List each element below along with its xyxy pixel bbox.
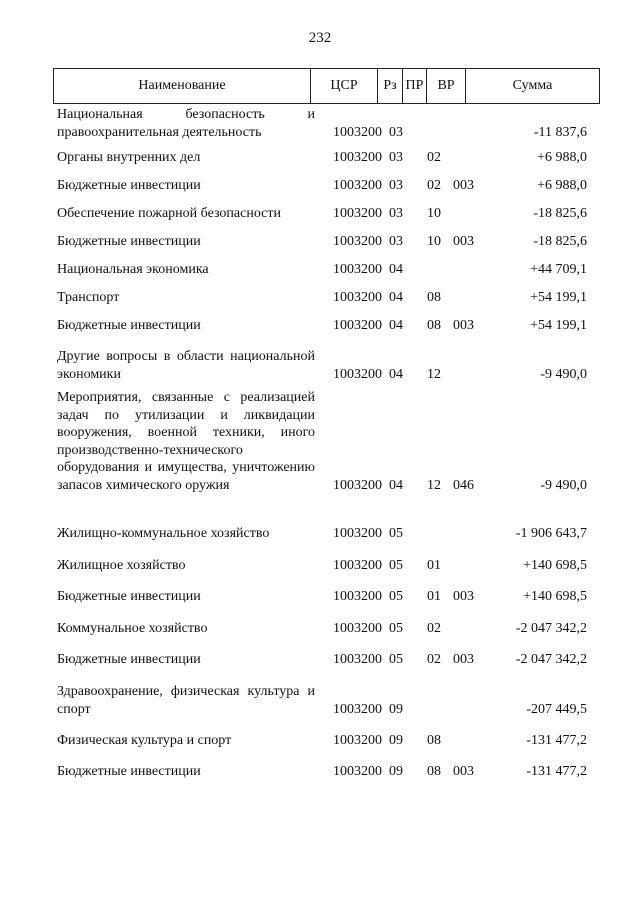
row-pr: 12	[427, 366, 441, 382]
row-sum: +6 988,0	[537, 150, 587, 165]
header-pr: ПР	[403, 69, 427, 103]
row-sum: -9 490,0	[540, 366, 587, 382]
table-row	[57, 233, 587, 251]
row-csr: 1003200	[333, 652, 382, 667]
row-csr: 1003200	[333, 477, 382, 493]
row-rz: 04	[389, 318, 403, 333]
table-row	[57, 177, 587, 195]
header-vr: ВР	[427, 69, 466, 103]
row-rz: 04	[389, 262, 403, 277]
row-rz: 09	[389, 733, 403, 748]
row-rz: 05	[389, 526, 403, 541]
row-sum: +44 709,1	[530, 262, 587, 277]
row-csr: 1003200	[333, 262, 382, 277]
row-pr: 02	[427, 150, 441, 165]
table-header	[53, 68, 600, 104]
row-pr: 02	[427, 652, 441, 667]
row-pr: 08	[427, 733, 441, 748]
row-name: Национальная экономика	[57, 262, 209, 277]
row-name: Бюджетные инвестиции	[57, 318, 201, 333]
row-csr: 1003200	[333, 558, 382, 573]
header-name: Наименование	[54, 69, 311, 103]
table-row	[57, 557, 587, 575]
table-row	[57, 205, 587, 223]
row-sum: -11 837,6	[533, 124, 587, 140]
row-csr: 1003200	[333, 290, 382, 305]
row-rz: 03	[389, 124, 403, 140]
row-rz: 05	[389, 652, 403, 667]
row-name: Бюджетные инвестиции	[57, 764, 201, 779]
row-sum: +140 698,5	[523, 589, 587, 604]
row-vr: 003	[453, 589, 474, 604]
row-name: Бюджетные инвестиции	[57, 652, 201, 667]
row-rz: 03	[389, 206, 403, 221]
row-sum: -131 477,2	[526, 733, 587, 748]
row-sum: -9 490,0	[540, 477, 587, 493]
row-rz: 09	[389, 764, 403, 779]
row-pr: 01	[427, 589, 441, 604]
row-vr: 003	[453, 652, 474, 667]
row-pr: 08	[427, 290, 441, 305]
row-sum: +6 988,0	[537, 178, 587, 193]
row-sum: -18 825,6	[533, 206, 587, 221]
table-row	[57, 588, 587, 606]
row-csr: 1003200	[333, 621, 382, 636]
row-sum: -2 047 342,2	[515, 621, 587, 636]
table-row	[57, 317, 587, 335]
row-name: Транспорт	[57, 290, 120, 305]
row-rz: 04	[389, 290, 403, 305]
row-pr: 02	[427, 621, 441, 636]
table-row	[57, 149, 587, 167]
row-pr: 08	[427, 764, 441, 779]
row-rz: 09	[389, 701, 403, 717]
row-pr: 01	[427, 558, 441, 573]
row-sum: +54 199,1	[530, 318, 587, 333]
row-sum: +140 698,5	[523, 558, 587, 573]
row-name: Органы внутренних дел	[57, 150, 201, 165]
row-vr: 003	[453, 178, 474, 193]
row-csr: 1003200	[333, 178, 382, 193]
table-row	[57, 261, 587, 279]
row-pr: 10	[427, 234, 441, 249]
table-row	[57, 732, 587, 750]
row-pr: 10	[427, 206, 441, 221]
row-csr: 1003200	[333, 124, 382, 140]
table-row	[57, 651, 587, 669]
row-name: Национальная безопасность и правоохранительная деятельность	[57, 107, 315, 140]
row-name: Здравоохранение, физическая культура и спорт	[57, 684, 315, 717]
row-csr: 1003200	[333, 733, 382, 748]
row-name: Мероприятия, связанные с реализацией задач по утилизации и ликвидации вооружения, военной техники, иного производственно-технического оборудования и имущества, уничтожению запасов химического оружия	[57, 390, 315, 493]
row-sum: -1 906 643,7	[515, 526, 587, 541]
row-sum: +54 199,1	[530, 290, 587, 305]
table-row	[57, 106, 587, 141]
row-vr: 003	[453, 234, 474, 249]
row-csr: 1003200	[333, 234, 382, 249]
row-rz: 03	[389, 150, 403, 165]
row-name: Бюджетные инвестиции	[57, 234, 201, 249]
table-row	[57, 348, 587, 383]
row-name: Жилищно-коммунальное хозяйство	[57, 526, 270, 541]
row-pr: 02	[427, 178, 441, 193]
table-row	[57, 683, 587, 718]
header-rz: Рз	[378, 69, 403, 103]
row-sum: -131 477,2	[526, 764, 587, 779]
table-row	[57, 525, 587, 543]
header-sum: Сумма	[512, 78, 553, 93]
page-number: 232	[308, 30, 332, 46]
row-name: Бюджетные инвестиции	[57, 589, 201, 604]
row-csr: 1003200	[333, 366, 382, 382]
table-row	[57, 620, 587, 638]
row-csr: 1003200	[333, 206, 382, 221]
row-rz: 04	[389, 477, 403, 493]
row-rz: 05	[389, 558, 403, 573]
row-name: Коммунальное хозяйство	[57, 621, 208, 636]
row-sum: -2 047 342,2	[515, 652, 587, 667]
row-pr: 08	[427, 318, 441, 333]
row-name: Обеспечение пожарной безопасности	[57, 206, 282, 221]
row-vr: 003	[453, 764, 474, 779]
row-csr: 1003200	[333, 526, 382, 541]
row-name: Другие вопросы в области национальной экономики	[57, 349, 315, 382]
row-name: Физическая культура и спорт	[57, 733, 232, 748]
row-rz: 05	[389, 621, 403, 636]
row-csr: 1003200	[333, 764, 382, 779]
row-csr: 1003200	[333, 589, 382, 604]
table-row	[57, 763, 587, 781]
row-vr: 046	[453, 477, 474, 493]
header-csr: ЦСР	[311, 69, 378, 103]
row-rz: 03	[389, 234, 403, 249]
row-name: Бюджетные инвестиции	[57, 178, 201, 193]
row-csr: 1003200	[333, 318, 382, 333]
row-name: Жилищное хозяйство	[57, 558, 186, 573]
row-csr: 1003200	[333, 150, 382, 165]
row-rz: 05	[389, 589, 403, 604]
row-rz: 03	[389, 178, 403, 193]
row-sum: -207 449,5	[526, 701, 587, 717]
row-sum: -18 825,6	[533, 234, 587, 249]
table-row	[57, 289, 587, 307]
row-pr: 12	[427, 477, 441, 493]
row-csr: 1003200	[333, 701, 382, 717]
table-row	[57, 389, 587, 494]
row-rz: 04	[389, 366, 403, 382]
row-vr: 003	[453, 318, 474, 333]
